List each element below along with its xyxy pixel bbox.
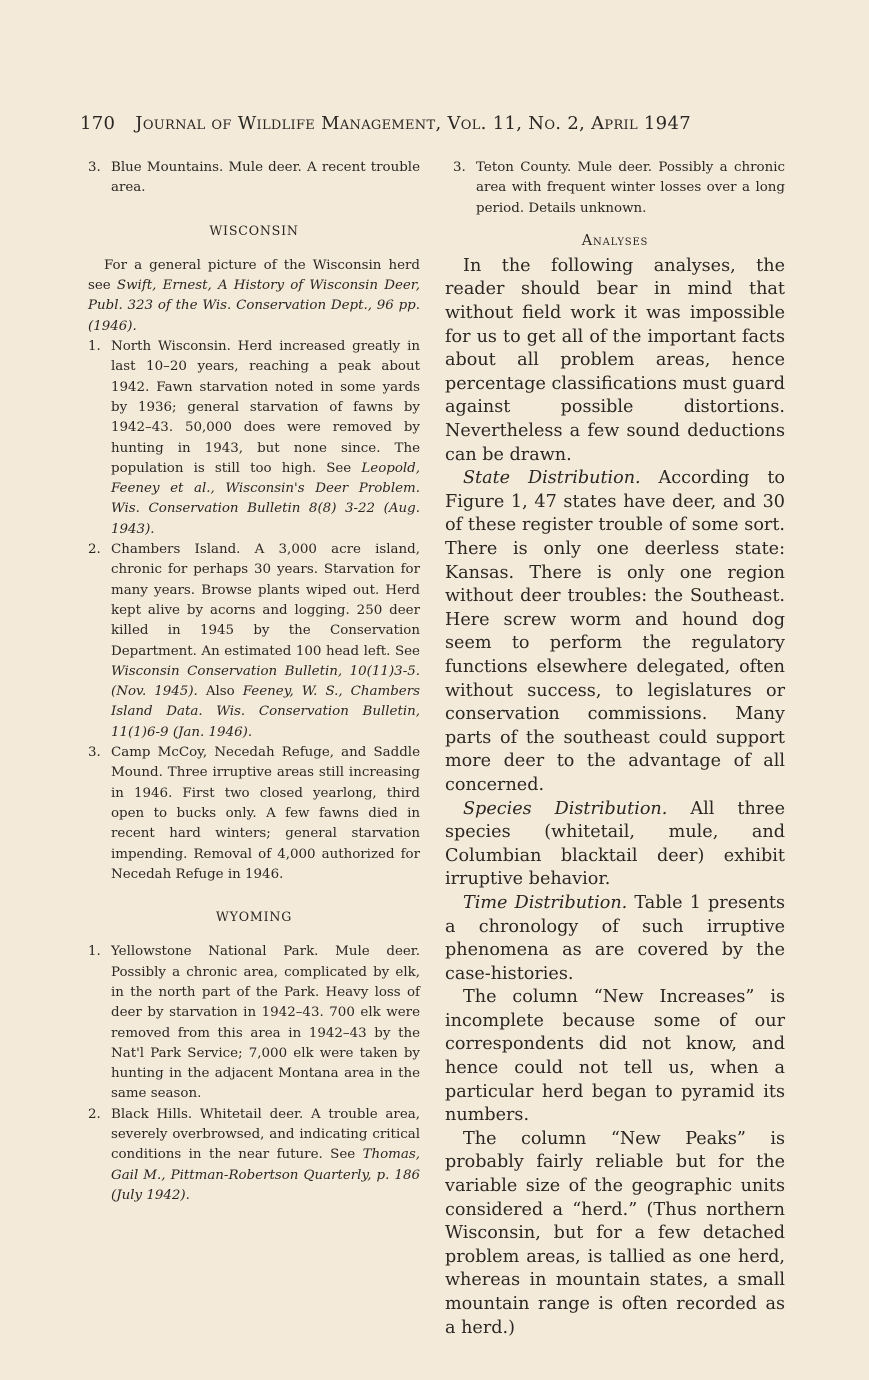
item-number: 2. [88, 542, 101, 558]
item-number: 1. [88, 944, 101, 960]
wisconsin-intro [88, 256, 420, 337]
paragraph-text: Table 1 presents a chronology of such irruptive phenomena as are covered by the case-histories. [445, 892, 785, 984]
item-number: 3. [88, 160, 101, 175]
paragraph-text: According to Figure 1, 47 states have deer, and 30 of these register trouble of some sort. There is only one deerless state: Kansas. There is only one region without deer troubles: the Southeast. Here screw worm and hound dog seem to perform the regulatory functions elsewhere delegated, often without success, to legislatures or conservation commissions. Many parts of the southeast could support more deer to the advantage of all concerned. [445, 468, 785, 795]
item-number: 1. [88, 339, 101, 355]
item-body: North Wisconsin. Herd increased greatly in last 10–20 years, reaching a peak about 1942. Fawn starvation noted in some yards by 1936; general starvation of fawns by 1942–43. 50,000 does were removed by hunting in 1943, but none since. The population is still too high. See [111, 339, 420, 476]
journal-volume: Vol. 11, No. 2, April 1947 [447, 113, 691, 134]
section-heading-wisconsin: WISCONSIN [209, 222, 299, 238]
item-body: Black Hills. Whitetail deer. A trouble area, severely overbrowsed, and indicating critical conditions in the near future. See [111, 1106, 420, 1163]
item-text [111, 337, 420, 540]
paragraph-species [445, 798, 785, 892]
paragraph-intro: In the following analyses, the reader should bear in mind that without field work it was impossible for us to get all of the important facts about all problem areas, hence percentage classifications must guard against possible distortions. Nevertheless a few sound deductions can be drawn. [445, 255, 785, 465]
item-text [111, 540, 420, 743]
list-item [445, 158, 785, 219]
left-column [88, 158, 420, 1206]
journal-title: Journal of Wildlife Management [135, 113, 436, 134]
item-number: 3. [453, 160, 466, 175]
list-item [88, 158, 420, 199]
running-header: 170 Journal of Wildlife Management, Vol. 11, No. 2, April 1947 [80, 113, 691, 134]
list-item [88, 942, 420, 1104]
list-item [88, 1105, 420, 1206]
item-text: Camp McCoy, Necedah Refuge, and Saddle Mound. Three irruptive areas still increasing in 1946. First two closed yearlong, third open to bucks only. A few fawns died in recent hard winters; general starvation impending. Removal of 4,000 authorized for Necedah Refuge in 1946. [111, 745, 420, 882]
item-text [111, 1105, 420, 1206]
right-column [445, 158, 785, 1340]
section-heading-analyses: Analyses [581, 232, 649, 249]
citation: Leopold, Feeney et al., Wisconsin's Deer Problem. Wis. Conservation Bulletin 8(8) 3-22 (Aug. 1943). [111, 460, 420, 537]
item-body: Chambers Island. A 3,000 acre island, chronic for perhaps 30 years. Starvation for many years. Browse plants wiped out. Herd kept alive by acorns and logging. 250 deer killed in 1945 by the Conservation Department. An estimated 100 head left. See [111, 542, 420, 659]
paragraph-time [445, 892, 785, 986]
paragraph-text: All three species (whitetail, mule, and Columbian blacktail deer) exhibit irruptive behavior. [445, 798, 786, 890]
citation: Wisconsin Conservation Bulletin, 10(11)3-5. (Nov. 1945). [111, 663, 420, 700]
citation: Swift, Ernest, A History of Wisconsin Deer, Publ. 323 of the Wis. Conservation Dept., 96 pp. (1946). [88, 278, 420, 334]
item-text: Blue Mountains. Mule deer. A recent trouble area. [111, 160, 420, 196]
citation: Feeney, W. S., Chambers Island Data. Wis. Conservation Bulletin, 11(1)6-9 (Jan. 1946). [111, 684, 420, 740]
list-item [88, 540, 420, 743]
intro-text: For a general picture of the Wisconsin herd see [88, 257, 420, 294]
analyses-body [445, 255, 785, 1340]
paragraph-state [445, 467, 785, 797]
paragraph-peaks: The column “New Peaks” is probably fairly reliable but for the variable size of the geographic units considered a “herd.” (Thus northern Wisconsin, but for a few detached problem areas, is tallied as one herd, whereas in mountain states, a small mountain range is often recorded as a herd.) [445, 1128, 785, 1338]
item-text: Yellowstone National Park. Mule deer. Possibly a chronic area, complicated by elk, in the north part of the Park. Heavy loss of deer by starvation in 1942–43. 700 elk were removed from this area in 1942–43 by the Nat'l Park Service; 7,000 elk were taken by hunting in the adjacent Montana area in the same season. [111, 944, 420, 1102]
item-text: Teton County. Mule deer. Possibly a chronic area with frequent winter losses over a long period. Details unknown. [476, 160, 785, 216]
section-heading-wyoming: WYOMING [215, 909, 293, 925]
citation: Thomas, Gail M., Pittman-Robertson Quarterly, p. 186 (July 1942). [111, 1147, 420, 1203]
item-number: 3. [88, 745, 101, 761]
run-in-heading: Time Distribution. [463, 892, 628, 913]
run-in-heading: Species Distribution. [463, 798, 668, 819]
run-in-heading: State Distribution. [463, 468, 641, 489]
page-number: 170 [80, 113, 116, 134]
list-item [88, 743, 420, 885]
paragraph-increases: The column “New Increases” is incomplete because some of our correspondents did not know, and hence could not tell us, when a particular herd began to pyramid its numbers. [445, 987, 785, 1126]
list-item [88, 337, 420, 540]
item-body: Also [197, 684, 243, 700]
item-number: 2. [88, 1106, 101, 1122]
